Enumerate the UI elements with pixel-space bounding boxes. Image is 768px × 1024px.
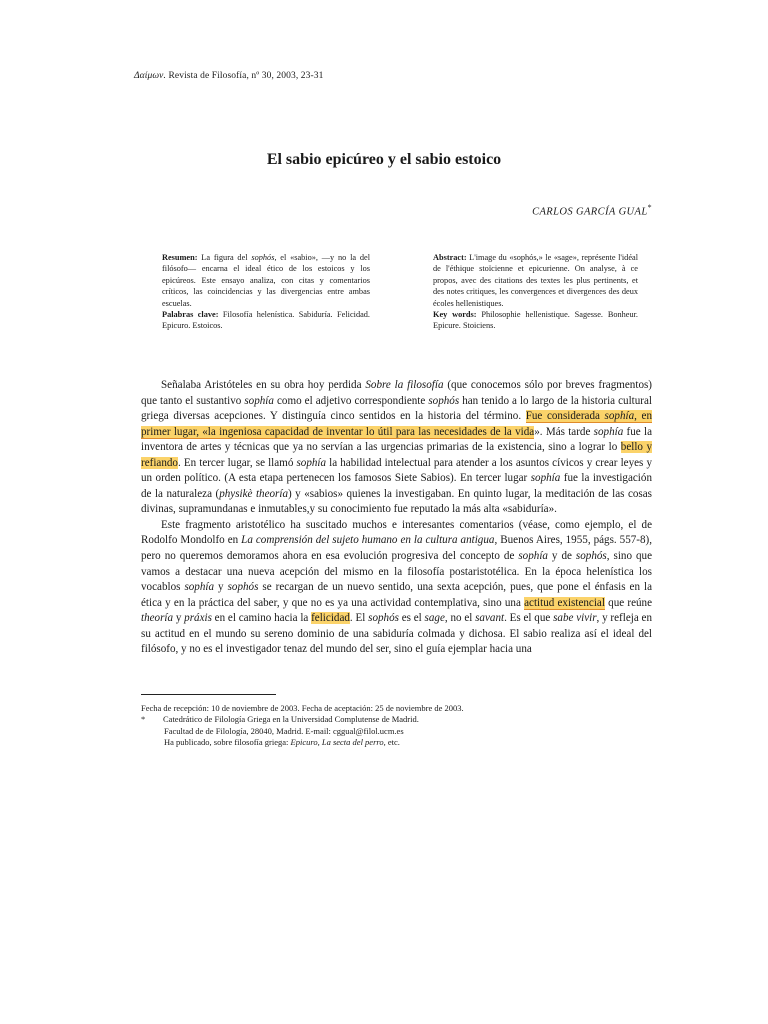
text-run: como el adjetivo correspondiente (273, 394, 429, 407)
text-run: y (173, 612, 185, 625)
abstract-keywords-text: Philosophie hellenistique. Sagesse. Bonheur. Epicure. Stoiciens. (433, 310, 639, 331)
text-run: , no el (444, 612, 476, 625)
footnote-text: Ha publicado, sobre filosofía griega: (164, 737, 291, 748)
text-run-italic: sophós (575, 550, 607, 563)
footnote-dates: Fecha de recepción: 10 de noviembre de 2003. Fecha de aceptación: 25 de noviembre de 2003. (141, 703, 464, 713)
footnote-divider (141, 694, 276, 695)
resumen-text-part: La figura del (197, 253, 252, 262)
highlight-text: , en primer lugar, «la ingeniosa capacidad de inventar lo útil para las necesidades de la vida (141, 410, 652, 438)
text-run-italic: sophía (530, 472, 561, 485)
text-run: fue la investigación de la naturaleza ( (141, 472, 652, 500)
text-run-italic: sage (424, 612, 445, 625)
resumen-text (162, 252, 370, 309)
resumen-text-italic: sophós (251, 253, 275, 262)
footnote-star: * (141, 714, 146, 725)
running-head (134, 71, 323, 81)
text-run-italic: sophía (184, 581, 215, 594)
text-run-italic: sabe vivir (553, 612, 597, 625)
paragraph-1 (141, 378, 652, 518)
author-footnote-mark: * (647, 203, 652, 212)
text-run-italic: sophós (368, 612, 399, 625)
highlight-3[interactable]: actitud existencial (524, 596, 605, 609)
text-run: la habilidad intelectual para atender a los asuntos cívicos y crear leyes y un orden político. (A esta etapa pertenecen los famosos Siete Sabios). En tercer lugar (141, 456, 652, 485)
text-run: . Es el que (504, 612, 554, 625)
highlight-text-italic: sophía (604, 410, 635, 423)
footnote-text-italic: Epicuro, La secta del perro (290, 737, 384, 748)
resumen-keywords-text: Filosofía helenística. Sabiduría. Felicidad. Epicuro. Estoicos. (162, 310, 370, 331)
author-name: CARLOS GARCÍA GUAL (532, 206, 648, 218)
text-run: y de (547, 550, 576, 563)
text-run: , y refleja en su actitud en el mundo su sereno dominio de una sabiduría colmada y dichosa. El sabio realiza así el ideal del filósofo, y no es el investigador tenaz del mundo del ser, sino el guía ejemplar hacia una (141, 612, 652, 656)
resumen-keywords (162, 309, 370, 332)
resumen-text-part: , el «sabio», —y no la del filósofo— encarna el ideal ético de los estoicos y los epicúreos. Este ensayo analiza, con citas y comentarios críticos, las coincidencias y las divergencias entre ambas escuelas. (162, 253, 370, 308)
author-line (532, 203, 652, 218)
text-run: ». Más tarde (534, 425, 594, 438)
abstract-block (433, 252, 638, 332)
resumen-keywords-label: Palabras clave: (162, 310, 219, 320)
abstract-text (433, 252, 638, 309)
text-run: y (214, 581, 228, 594)
text-run: se recargan de un nuevo sentido, una sexta acepción, pues, que pone el énfasis en la ética y en la práctica del saber, y que no es ya una actividad contemplativa, sino una (141, 581, 653, 609)
footnotes (141, 703, 652, 749)
article-title: El sabio epicúreo y el sabio estoico (266, 151, 502, 168)
text-run: (que conocemos sólo por breves fragmentos) que tanto el sustantivo (141, 379, 652, 407)
abstract-keywords-label: Key words: (433, 310, 477, 320)
text-run: , sino que vamos a destacar una nueva acepción del mismo en la filosofía postaristotélica. En la época helenística los vocablos (141, 550, 652, 594)
text-run-italic: sophía (593, 425, 624, 438)
text-run: Este fragmento aristotélico ha suscitado muchos e interesantes comentarios (véase, como ejemplo, el de Rodolfo Mondolfo en (141, 518, 652, 547)
text-run: que reúne (604, 596, 653, 609)
footnote-text: Catedrático de Filología Griega en la Universidad Complutense de Madrid. (163, 714, 419, 725)
highlight-4[interactable]: felicidad (311, 612, 350, 625)
abstract-keywords (433, 309, 638, 332)
text-run-italic: sophía (244, 394, 274, 407)
text-run: en el camino hacia la (211, 612, 312, 625)
abstract-text-part: L'image du «sophós,» le «sage», représente l'idéal de l'éthique stoïcienne et epicurienne. On analyse, à ce propos, avec des citations des textes les plus pertinents, et des notes critiques, les convergences et divergences des deux écoles hellenistiques. (433, 253, 638, 308)
text-run: es el (398, 612, 425, 625)
text-run: Señalaba Aristóteles en su obra hoy perdida (161, 379, 366, 391)
text-run-italic: sophía (296, 456, 327, 469)
text-run: . El (349, 612, 369, 625)
resumen-block (162, 252, 370, 332)
footnote-publications (141, 737, 652, 748)
text-run: fue la inventora de artes y técnicas que ya no servían a las urgencias primarias de la existencia, sino a lograr lo (141, 425, 652, 454)
text-run-italic: physikè theoría (219, 487, 288, 500)
text-run-italic: sophós (227, 581, 259, 594)
footnote-text: , etc. (383, 737, 400, 748)
resumen-label: Resumen: (162, 253, 198, 262)
abstract-label: Abstract: (433, 253, 467, 262)
footnote-address: Facultad de de Filología, 28040, Madrid. E-mail: cggual@filol.ucm.es (164, 725, 404, 736)
text-run: ) y «sabios» quienes la investigaban. En quinto lugar, la meditación de las cosas divinas, supramundanas e inmutables,y su conocimiento fue reputado la más alta «sabiduría». (141, 487, 652, 516)
journal-citation: Revista de Filosofía, nº 30, 2003, 23-31 (168, 71, 324, 81)
text-run-italic: Sobre la filosofía (365, 379, 444, 391)
highlight-2[interactable]: bello y refiando (141, 441, 652, 469)
text-run: , Buenos Aires, 1955, págs. 557-8), pero no queremos demoramos ahora en esa evolución progresiva del concepto de (141, 534, 653, 563)
paragraph-2 (141, 518, 652, 658)
text-run: . En tercer lugar, se llamó (177, 456, 297, 469)
article-body (141, 378, 652, 658)
text-run-italic: práxis (184, 612, 212, 625)
footnote-affiliation (141, 714, 652, 725)
text-run-italic: sophós (428, 394, 460, 407)
highlight-text: Fue considerada (525, 410, 605, 423)
text-run-italic: savant (475, 612, 505, 625)
text-run-italic: La comprensión del sujeto humano en la cultura antigua (241, 534, 495, 547)
text-run: han tenido a lo largo de la historia cultural griega diversas acepciones. Y distinguía cinco sentidos en la historia del término. (141, 394, 652, 423)
text-run-italic: theoría (141, 612, 174, 625)
text-run-italic: sophía (518, 550, 548, 563)
journal-name: Δαίμων. (134, 71, 166, 81)
